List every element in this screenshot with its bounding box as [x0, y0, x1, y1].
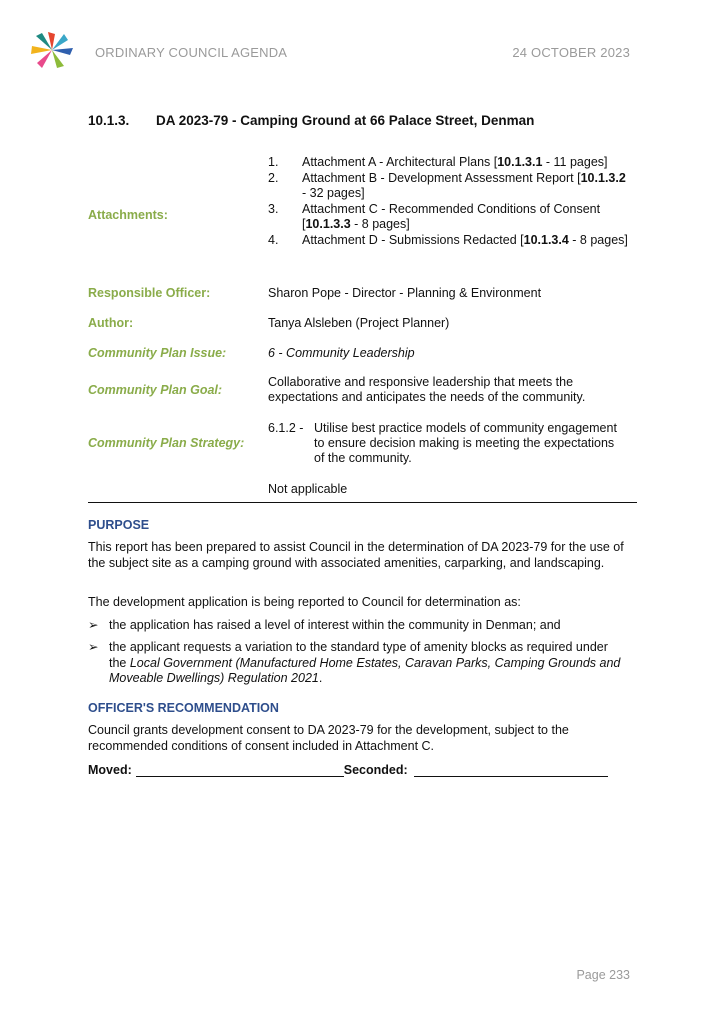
attachments-label: Attachments:	[88, 208, 168, 222]
agenda-title: ORDINARY COUNCIL AGENDA	[95, 45, 288, 60]
list-item	[268, 155, 628, 171]
issue-label: Community Plan Issue:	[88, 346, 227, 360]
purpose-paragraph: This report has been prepared to assist Council in the determination of DA 2023-79 for the use of the subject site as a camping ground with associated amenities, carparking, and landscaping.	[88, 540, 624, 570]
attachment-number: 3.	[268, 201, 279, 216]
attachments-list	[268, 155, 628, 248]
seconded-label: Seconded:	[343, 763, 408, 777]
goal-value: Collaborative and responsive leadership that meets the expectations and anticipates the needs of the community.	[268, 375, 586, 404]
attachment-text[interactable]: Attachment B - Development Assessment Report [10.1.3.2 - 32 pages]	[302, 170, 626, 200]
council-star-logo-icon	[30, 30, 74, 70]
officer-value: Sharon Pope - Director - Planning & Environment	[268, 286, 542, 300]
arrow-bullet-icon: ➢	[88, 618, 99, 632]
item-title: DA 2023-79 - Camping Ground at 66 Palace Street, Denman	[156, 113, 535, 128]
strategy-block	[268, 421, 628, 466]
item-number: 10.1.3.	[88, 113, 130, 128]
motion-line	[88, 763, 608, 777]
item-heading	[88, 113, 534, 128]
recommendation-heading: OFFICER'S RECOMMENDATION	[88, 701, 279, 715]
seconded-signature-line[interactable]	[414, 764, 608, 777]
agenda-date: 24 OCTOBER 2023	[512, 45, 630, 60]
goal-label: Community Plan Goal:	[88, 383, 223, 397]
author-label: Author:	[88, 316, 134, 330]
attachment-text[interactable]: Attachment A - Architectural Plans [10.1.3.1 - 11 pages]	[302, 155, 608, 169]
recommendation-text: Council grants development consent to DA 2023-79 for the development, subject to the recommended conditions of consent included in Attachment C.	[88, 723, 569, 753]
attachment-text[interactable]: Attachment C - Recommended Conditions of Consent [10.1.3.3 - 8 pages]	[302, 201, 601, 231]
attachment-number: 2.	[268, 170, 279, 185]
divider	[88, 502, 637, 503]
strategy-code: 6.1.2 -	[268, 421, 304, 435]
attachment-number: 1.	[268, 155, 279, 169]
officer-label: Responsible Officer:	[88, 286, 211, 300]
issue-value: 6 - Community Leadership	[268, 346, 415, 360]
strategy-label: Community Plan Strategy:	[88, 436, 245, 450]
purpose-intro: The development application is being reported to Council for determination as:	[88, 595, 521, 609]
list-item	[268, 171, 628, 202]
list-item	[268, 233, 628, 249]
list-item	[268, 202, 628, 233]
attachment-text[interactable]: Attachment D - Submissions Redacted [10.1.3.4 - 8 pages]	[302, 232, 628, 247]
author-value: Tanya Alsleben (Project Planner)	[268, 316, 450, 330]
list-item	[88, 618, 628, 634]
bullet-text: the application has raised a level of interest within the community in Denman; and	[109, 618, 561, 632]
page-number: Page 233	[576, 968, 630, 982]
purpose-heading: PURPOSE	[88, 518, 150, 532]
attachment-number: 4.	[268, 232, 279, 247]
strategy-value: Utilise best practice models of community engagement to ensure decision making is meeting the expectations of the community.	[314, 421, 617, 465]
list-item	[88, 640, 628, 687]
moved-signature-line[interactable]	[136, 764, 344, 777]
bullet-text: the applicant requests a variation to the standard type of amenity blocks as required under the Local Government (Manufactured Home Estates, Caravan Parks, Camping Grounds and Moveable Dwellings) Regulation 2021.	[109, 640, 621, 685]
arrow-bullet-icon: ➢	[88, 640, 99, 654]
moved-label: Moved:	[88, 763, 132, 777]
not-applicable-value: Not applicable	[268, 482, 348, 496]
